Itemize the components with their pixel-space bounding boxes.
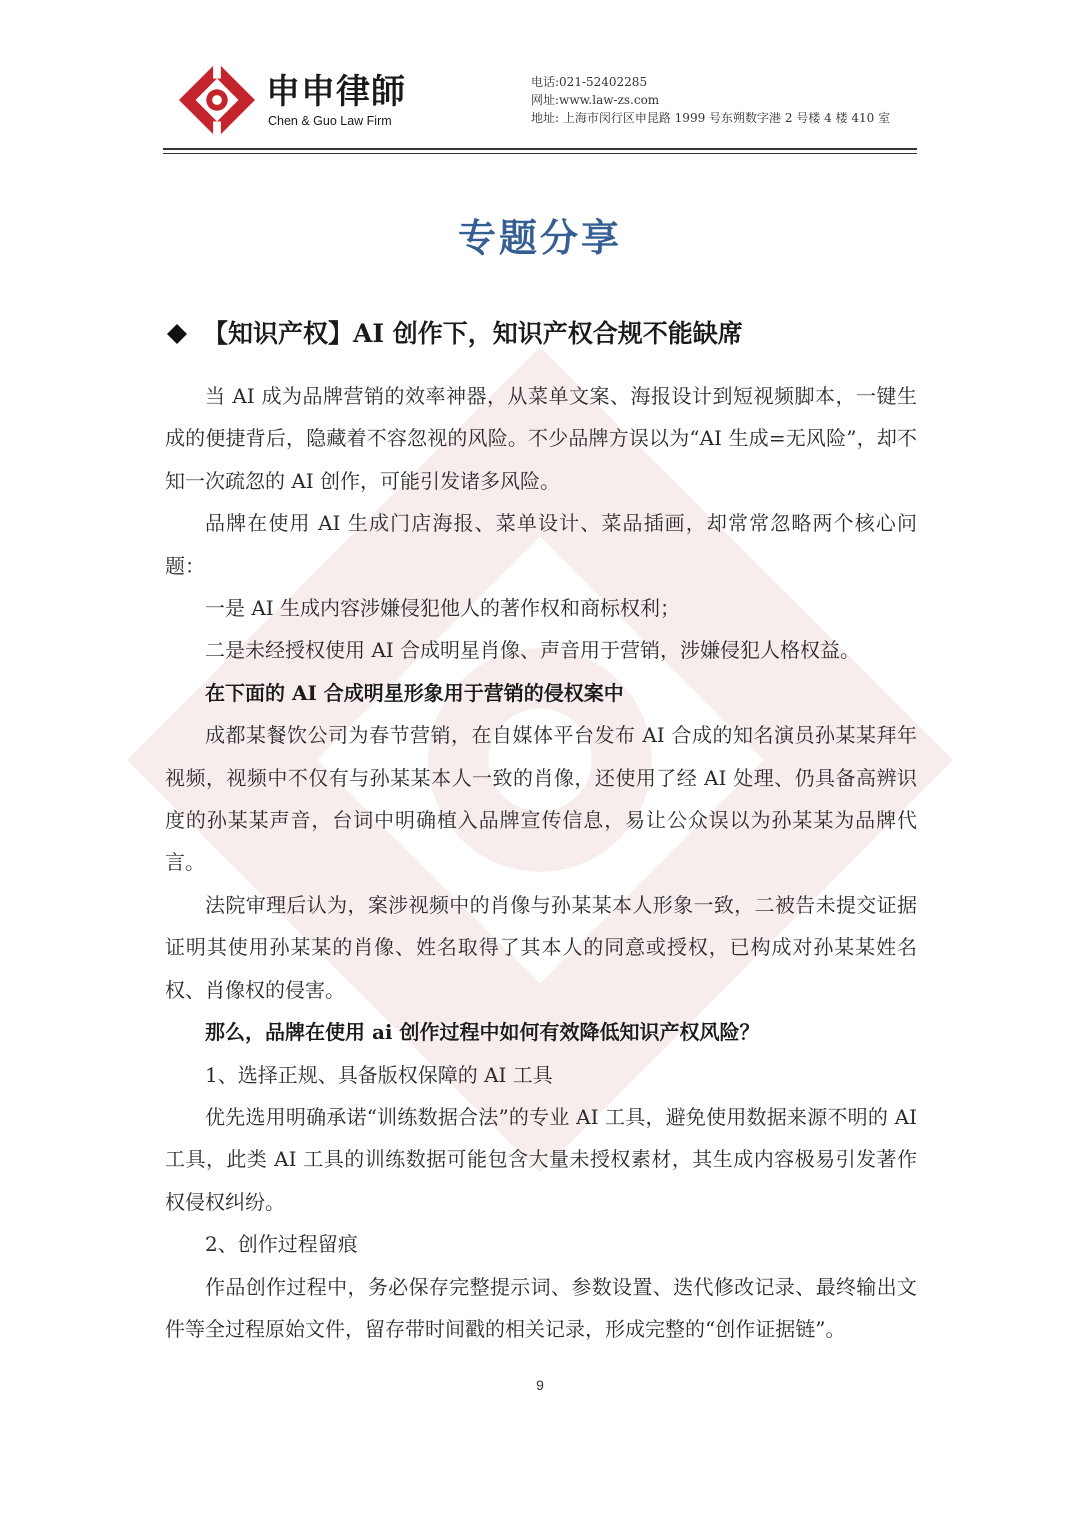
address-text: 地址: 上海市闵行区申昆路 1999 号东朔数字港 2 号楼 4 楼 410 室	[531, 111, 891, 125]
phone-text: 电话:021-52402285	[531, 75, 648, 89]
diamond-bullet-icon	[167, 324, 187, 344]
page-title: 专题分享	[457, 216, 622, 260]
paragraph: 作品创作过程中，务必保存完整提示词、参数设置、迭代修改记录、最终输出文件等全过程原始文件，留存带时间戳的相关记录，形成完整的“创作证据链”。	[165, 1274, 917, 1341]
firm-name-cn: 申申律師	[266, 72, 406, 112]
list-item: 2、创作过程留痕	[205, 1232, 358, 1257]
article-body	[165, 375, 917, 1350]
paragraph: 一是 AI 生成内容涉嫌侵犯他人的著作权和商标权利；	[205, 596, 681, 621]
paragraph: 品牌在使用 AI 生成门店海报、菜单设计、菜品插画，却常常忽略两个核心问题：	[165, 511, 917, 578]
firm-name-en: Chen & Guo Law Firm	[268, 114, 392, 128]
website-text: 网址:www.law-zs.com	[531, 93, 660, 107]
paragraph: 当 AI 成为品牌营销的效率神器，从菜单文案、海报设计到短视频脚本，一键生成的便捷背后，隐藏着不容忽视的风险。不少品牌方误以为“AI 生成=无风险”，却不知一次疏忽的 AI 创作，可能引发诸多风险。	[165, 384, 917, 493]
page-number: 9	[536, 1377, 544, 1393]
paragraph: 优先选用明确承诺“训练数据合法”的专业 AI 工具，避免使用数据来源不明的 AI 工具，此类 AI 工具的训练数据可能包含大量未授权素材，其生成内容极易引发著作权侵权纠纷。	[165, 1104, 917, 1214]
case-heading: 在下面的 AI 合成明星形象用于营销的侵权案中	[205, 680, 624, 705]
section-heading-text: 【知识产权】AI 创作下，知识产权合规不能缺席	[203, 319, 743, 348]
header-rule-thin	[163, 153, 917, 154]
paragraph: 法院审理后认为，案涉视频中的肖像与孙某某本人形象一致，二被告未提交证据证明其使用孙某某的肖像、姓名取得了其本人的同意或授权，已构成对孙某某姓名权、肖像权的侵害。	[165, 892, 917, 1002]
paragraph: 二是未经授权使用 AI 合成明星肖像、声音用于营销，涉嫌侵犯人格权益。	[205, 638, 861, 663]
paragraph: 成都某餐饮公司为春节营销，在自媒体平台发布 AI 合成的知名演员孙某某拜年视频，视频中不仅有与孙某某本人一致的肖像，还使用了经 AI 处理、仍具备高辨识度的孙某某声音，台词中明确植入品牌宣传信息，易让公众误以为孙某某为品牌代言。	[165, 723, 917, 875]
contact-block	[531, 73, 890, 127]
header-rule-thick	[163, 148, 917, 150]
firm-logo-icon	[178, 60, 256, 140]
list-item: 1、选择正规、具备版权保障的 AI 工具	[205, 1062, 553, 1087]
question-heading: 那么，品牌在使用 ai 创作过程中如何有效降低知识产权风险？	[205, 1020, 760, 1045]
